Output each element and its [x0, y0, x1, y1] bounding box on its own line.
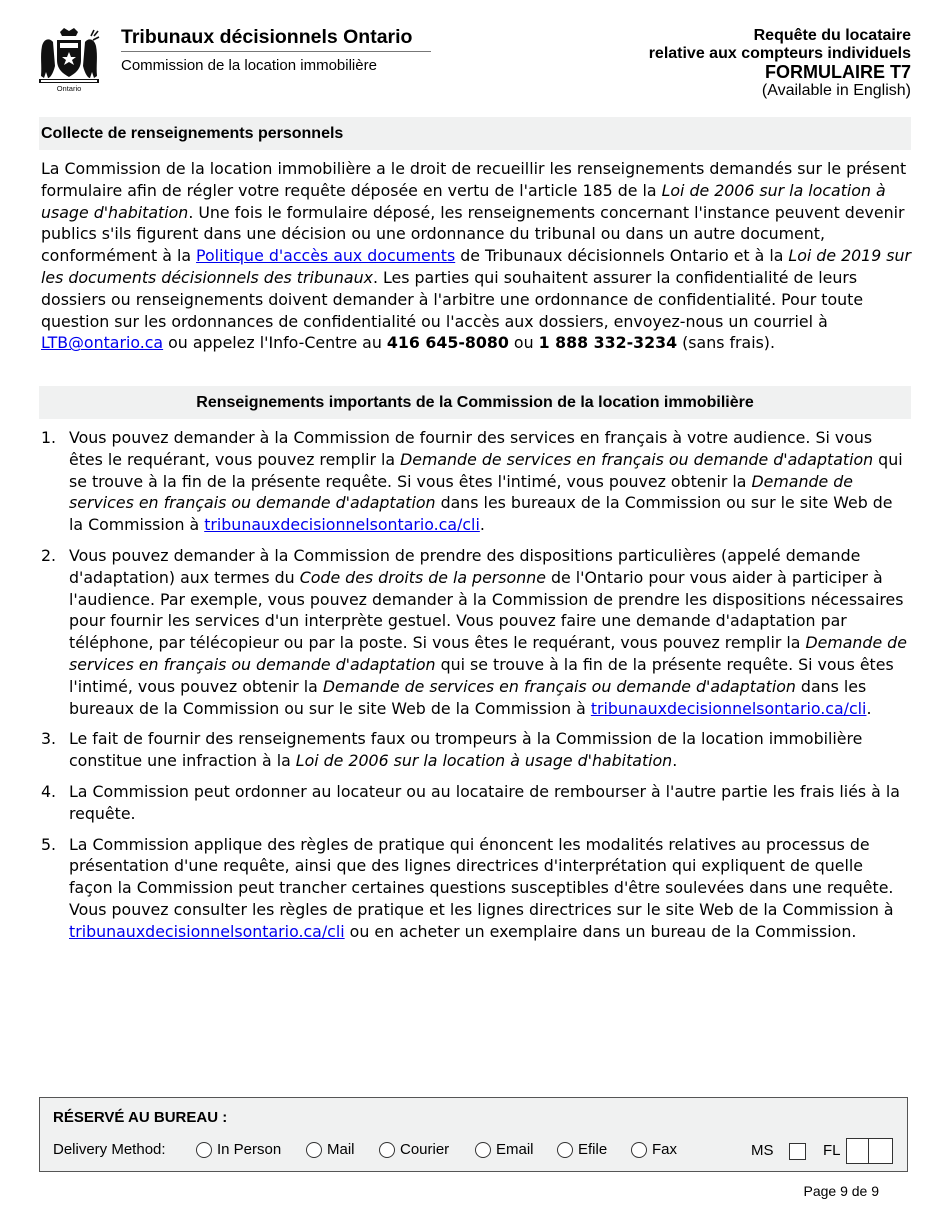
- delivery-option-fax[interactable]: Fax: [631, 1141, 677, 1158]
- form-title-line-2: relative aux compteurs individuels: [648, 45, 911, 62]
- ltb-website-link[interactable]: tribunauxdecisionnelsontario.ca/cli: [204, 515, 480, 535]
- header-divider: [121, 51, 431, 52]
- form-header: [649, 27, 911, 100]
- fl-label: FL: [823, 1142, 841, 1159]
- list-item: 3. Le fait de fournir des renseignements faux ou trompeurs à la Commission de la location immobilière constitue une infraction à la Loi de 2006 sur la location à usage d'habitation.: [41, 729, 863, 771]
- delivery-method-label: Delivery Method:: [53, 1141, 166, 1158]
- privacy-paragraph: La Commission de la location immobilière a le droit de recueillir les renseignements demandés sur le présent formulaire afin de régler votre requête déposée en vertu de l'article 185 de la Loi de 2006 sur la location à usage d'habitation. Une fois le formulaire déposé, les renseignements concernant l'instance peuvent devenir publics s'ils figurent dans une décision ou une ordonnance du tribunal ou dans un autre document, conformément à la Politique d'accès aux documents de Tribunaux décisionnels Ontario et à la Loi de 2019 sur les documents décisionnels des tribunaux. Les parties qui souhaitent assurer la confidentialité de leurs dossiers ou renseignements doivent demander à l'arbitre une ordonnance de confidentialité. Pour toute question sur les ordonnances de confidentialité ou l'accès aux dossiers, envoyez-nous un courriel à LTB@ontario.ca ou appelez l'Info-Centre au 416 645-8080 ou 1 888 332-3234 (sans frais).: [41, 159, 912, 353]
- important-info-list: [41, 427, 911, 952]
- page-number: Page 9 de 9: [803, 1183, 879, 1199]
- list-item: 1. Vous pouvez demander à la Commission de fournir des services en français à votre audience. Si vous êtes le requérant, vous pouvez remplir la Demande de services en français ou demande d'adaptation qui se trouve à la fin de la présente requête. Si vous êtes l'intimé, vous pouvez obtenir la Demande de services en français ou demande d'adaptation dans les bureaux de la Commission ou sur le site Web de la Commission à tribunauxdecisionnelsontario.ca/cli.: [41, 428, 903, 535]
- fl-input-boxes[interactable]: [846, 1138, 893, 1164]
- form-code: FORMULAIRE T7: [765, 62, 911, 82]
- logo-caption: Ontario: [56, 84, 82, 92]
- important-info-heading: Renseignements importants de la Commission de la location immobilière: [39, 386, 911, 419]
- radio-efile[interactable]: [557, 1142, 573, 1158]
- org-subtitle: Commission de la location immobilière: [121, 57, 377, 74]
- list-item: 4. La Commission peut ordonner au locateur ou au locataire de rembourser à l'autre partie les frais liés à la requête.: [41, 781, 900, 823]
- delivery-option-courier[interactable]: Courier: [379, 1141, 449, 1158]
- delivery-option-in-person[interactable]: In Person: [196, 1141, 281, 1158]
- radio-mail[interactable]: [306, 1142, 322, 1158]
- ltb-email-link[interactable]: LTB@ontario.ca: [41, 333, 164, 353]
- available-in-english: (Available in English): [761, 82, 911, 99]
- privacy-heading: Collecte de renseignements personnels: [39, 117, 911, 150]
- radio-email[interactable]: [475, 1142, 491, 1158]
- ms-label: MS: [751, 1142, 774, 1159]
- ltb-website-link[interactable]: tribunauxdecisionnelsontario.ca/cli: [69, 921, 345, 941]
- form-title-line-1: Requête du locataire: [753, 27, 911, 44]
- radio-courier[interactable]: [379, 1142, 395, 1158]
- list-item: 2. Vous pouvez demander à la Commission de prendre des dispositions particulières (appelé demande d'adaptation) aux termes du Code des droits de la personne de l'Ontario pour vous aider à participer à l'audience. Par exemple, vous pouvez demander à la Commission de prendre les dispositions nécessaires pour fournir les services d'un interprète gestuel. Vous pouvez faire une demande d'adaptation par téléphone, par télécopieur ou par la poste. Si vous êtes le requérant, vous pouvez remplir la Demande de services en français ou demande d'adaptation qui se trouve à la fin de la présente requête. Si vous êtes l'intimé, vous pouvez obtenir la Demande de services en français ou demande d'adaptation dans les bureaux de la Commission ou sur le site Web de la Commission à tribunauxdecisionnelsontario.ca/cli.: [41, 545, 907, 718]
- delivery-option-mail[interactable]: Mail: [306, 1141, 355, 1158]
- access-policy-link[interactable]: Politique d'accès aux documents: [196, 246, 456, 266]
- phone-local: 416 645-8080: [386, 333, 509, 353]
- ms-checkbox[interactable]: [789, 1143, 806, 1160]
- ontario-coat-of-arms-logo: [36, 26, 102, 92]
- delivery-option-efile[interactable]: Efile: [557, 1141, 607, 1158]
- radio-in-person[interactable]: [196, 1142, 212, 1158]
- ltb-website-link[interactable]: tribunauxdecisionnelsontario.ca/cli: [590, 698, 867, 718]
- office-use-box: [39, 1097, 908, 1172]
- list-item: 5. La Commission applique des règles de pratique qui énoncent les modalités relatives au processus de présentation d'une requête, ainsi que des lignes directrices d'interprétation qui expliquent de quelle façon la Commission peut trancher certaines questions susceptibles d'être soulevées dans une requête. Vous pouvez consulter les règles de pratique et les lignes directrices sur le site Web de la Commission à tribunauxdecisionnelsontario.ca/cli ou en acheter un exemplaire dans un bureau de la Commission.: [41, 834, 894, 941]
- delivery-option-email[interactable]: Email: [475, 1141, 534, 1158]
- phone-tollfree: 1 888 332-3234: [538, 333, 678, 353]
- office-use-title: RÉSERVÉ AU BUREAU :: [53, 1109, 228, 1126]
- radio-fax[interactable]: [631, 1142, 647, 1158]
- org-title: Tribunaux décisionnels Ontario: [121, 26, 413, 48]
